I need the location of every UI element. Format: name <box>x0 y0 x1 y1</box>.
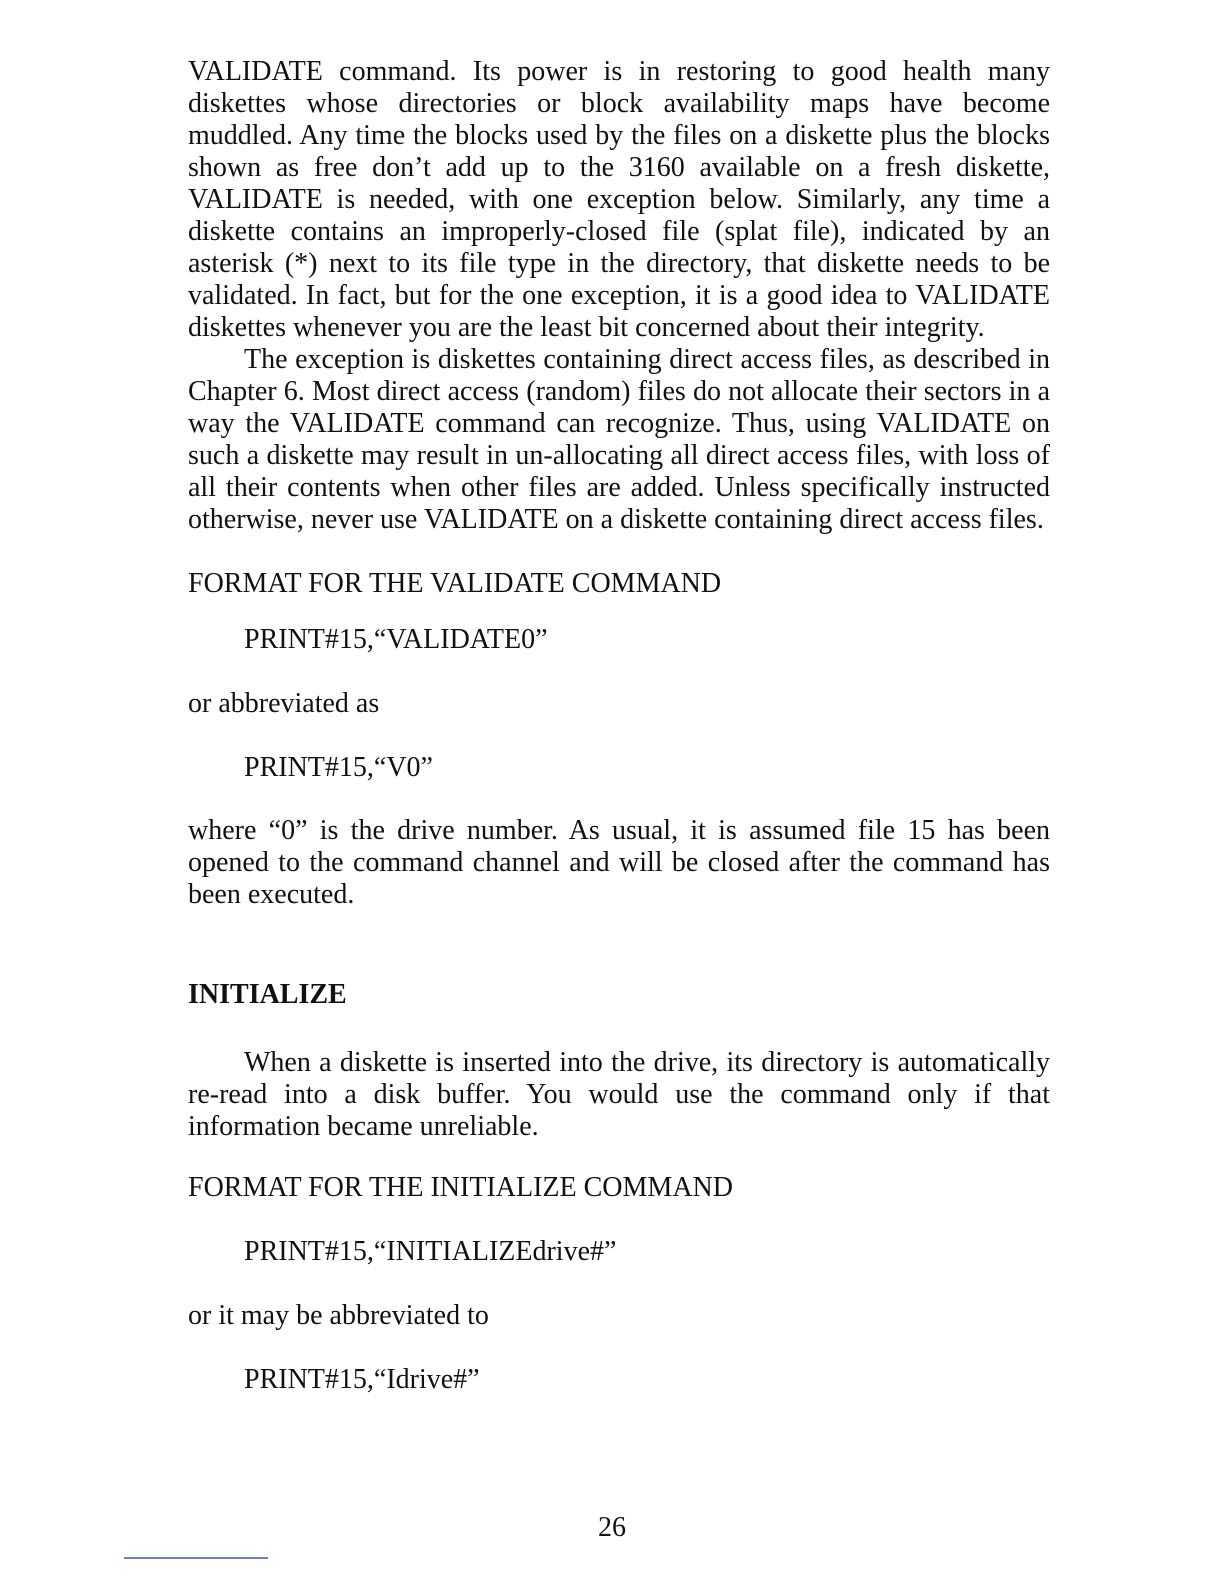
validate-paragraph-2: The exception is diskettes containing direct access files, as described in Chapter 6. Most direct access (random) files do not allocate their sectors in a way the VALIDATE command can recognize. Thus, using VALIDATE on such a diskette may result in un-allocating all direct access files, with loss of all their contents when other files are added. Unless specifically instructed otherwise, never use VALIDATE on a diskette containing direct access files. <box>188 344 1050 535</box>
validate-command-short: PRINT#15,“V0” <box>244 752 433 783</box>
initialize-command-full: PRINT#15,“INITIALIZEdrive#” <box>244 1236 617 1267</box>
validate-abbrev-text: or abbreviated as <box>188 688 380 719</box>
validate-format-label: FORMAT FOR THE VALIDATE COMMAND <box>188 568 722 599</box>
validate-command-full: PRINT#15,“VALIDATE0” <box>244 624 548 655</box>
validate-paragraph-3: where “0” is the drive number. As usual, it is assumed file 15 has been opened to the command channel and will be closed after the command has been executed. <box>188 815 1050 910</box>
page-content <box>188 56 1050 1396</box>
initialize-paragraph-1: When a diskette is inserted into the drive, its directory is automatically re-read into a disk buffer. You would use the command only if that information became unreliable. <box>188 1047 1050 1142</box>
footer-rule <box>124 1557 268 1559</box>
initialize-format-label: FORMAT FOR THE INITIALIZE COMMAND <box>188 1172 733 1203</box>
initialize-command-short: PRINT#15,“Idrive#” <box>244 1364 480 1395</box>
page-number: 26 <box>598 1512 626 1543</box>
initialize-abbrev-text: or it may be abbreviated to <box>188 1300 489 1331</box>
validate-paragraph-1: VALIDATE command. Its power is in restoring to good health many diskettes whose directories or block availability maps have become muddled. Any time the blocks used by the files on a diskette plus the blocks shown as free don’t add up to the 3160 available on a fresh diskette, VALIDATE is needed, with one exception below. Similarly, any time a diskette contains an improperly-closed file (splat file), indicated by an asterisk (*) next to its file type in the directory, that diskette needs to be validated. In fact, but for the one exception, it is a good idea to VALIDATE diskettes whenever you are the least bit concerned about their integrity. <box>188 56 1050 343</box>
initialize-heading: INITIALIZE <box>188 979 347 1010</box>
